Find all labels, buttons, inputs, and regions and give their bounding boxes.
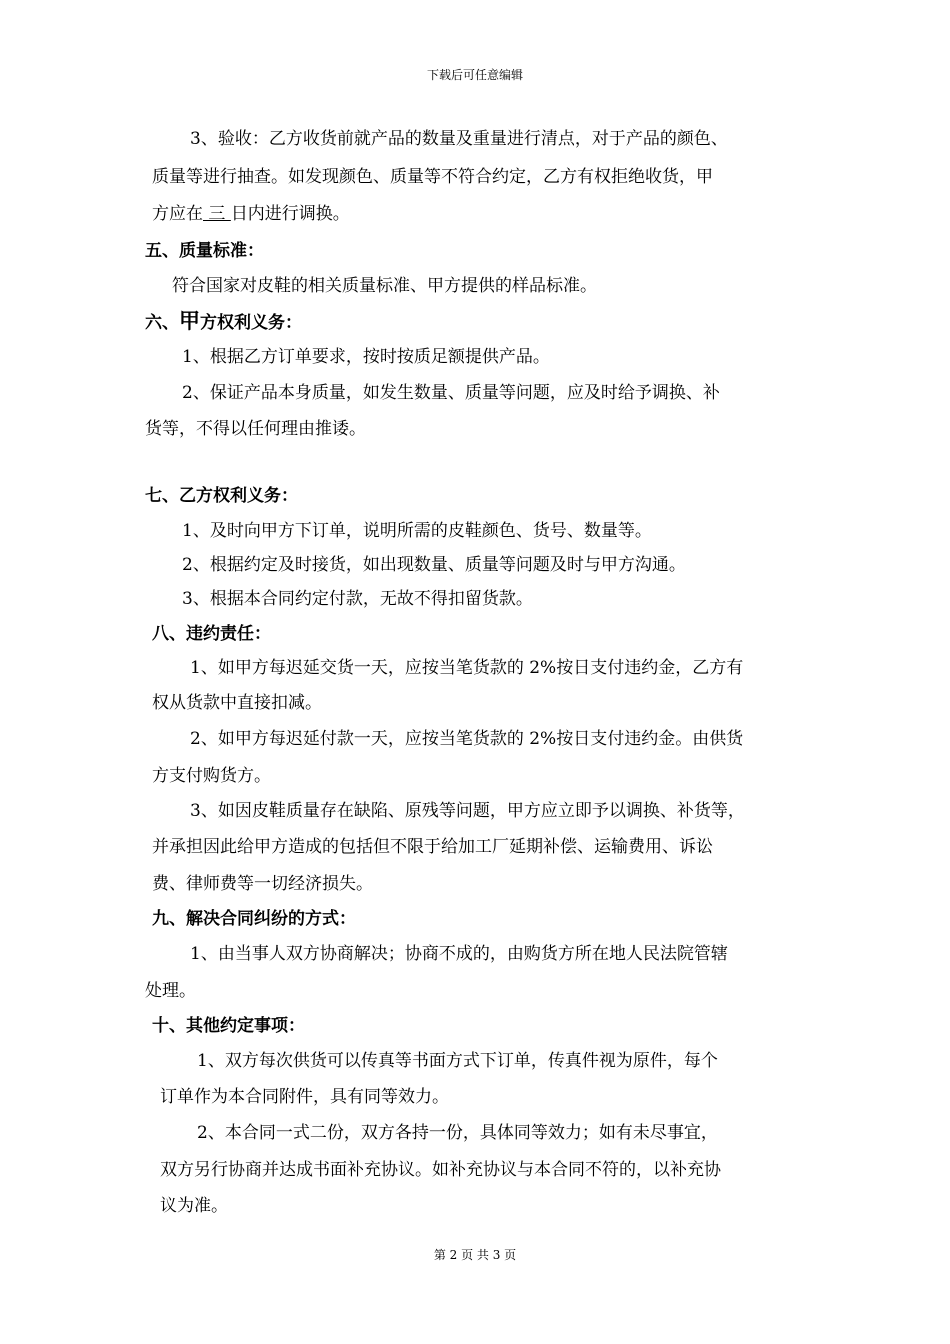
party-a-rights-heading (145, 310, 302, 334)
quality-standard-text: 符合国家对皮鞋的相关质量标准、甲方提供的样品标准。 (172, 276, 597, 296)
other-item-1-line-1: 1、双方每次供货可以传真等书面方式下订单，传真件视为原件，每个 (197, 1051, 718, 1071)
liability-item-3-line-1: 3、如因皮鞋质量存在缺陷、原残等问题，甲方应立即予以调换、补货等， (190, 801, 745, 821)
party-a-item-2-line-2: 货等，不得以任何理由推诿。 (145, 419, 366, 439)
liability-heading: 八、违约责任： (152, 624, 271, 644)
dispute-resolution-heading: 九、解决合同纠纷的方式： (152, 909, 356, 929)
party-a-heading-post: 方权利义务： (200, 313, 302, 333)
page-header: 下载后可任意编辑 (426, 68, 523, 82)
inspection-line-2: 质量等进行抽查。如发现颜色、质量等不符合约定，乙方有权拒绝收货，甲 (152, 167, 713, 187)
party-b-item-2: 2、根据约定及时接货，如出现数量、质量等问题及时与甲方沟通。 (182, 555, 686, 575)
party-a-item-1: 1、根据乙方订单要求，按时按质足额提供产品。 (182, 347, 550, 367)
other-item-2-line-2: 双方另行协商并达成书面补充协议。如补充协议与本合同不符的，以补充协 (160, 1160, 721, 1180)
exchange-days-blank: 三 (203, 204, 231, 224)
party-b-item-1: 1、及时向甲方下订单，说明所需的皮鞋颜色、货号、数量等。 (182, 521, 652, 541)
party-a-heading-pre: 六、 (145, 313, 179, 333)
liability-item-3-line-2: 并承担因此给甲方造成的包括但不限于给加工厂延期补偿、运输费用、诉讼 (152, 837, 713, 857)
dispute-item-1-line-2: 处理。 (145, 981, 196, 1001)
other-item-2-line-1: 2、本合同一式二份，双方各持一份，具体同等效力；如有未尽事宜， (197, 1123, 718, 1143)
other-item-2-line-3: 议为准。 (160, 1196, 228, 1216)
liability-item-2-line-2: 方支付购货方。 (152, 766, 271, 786)
page-footer: 第 2 页 共 3 页 (433, 1248, 517, 1262)
inspection-line-3-pre: 方应在 (152, 204, 203, 224)
dispute-item-1-line-1: 1、由当事人双方协商解决；协商不成的，由购货方所在地人民法院管辖 (190, 944, 728, 964)
party-a-item-2-line-1: 2、保证产品本身质量，如发生数量、质量等问题，应及时给予调换、补 (182, 383, 720, 403)
party-b-rights-heading: 七、乙方权利义务： (145, 486, 298, 506)
liability-item-1-line-1: 1、如甲方每迟延交货一天，应按当笔货款的 2%按日支付违约金，乙方有 (190, 658, 744, 678)
other-terms-heading: 十、其他约定事项： (152, 1016, 305, 1036)
inspection-line-3-post: 日内进行调换。 (230, 204, 350, 224)
liability-item-3-line-3: 费、律师费等一切经济损失。 (152, 874, 373, 894)
liability-item-1-line-2: 权从货款中直接扣减。 (152, 693, 322, 713)
quality-standard-heading: 五、质量标准： (145, 241, 264, 261)
inspection-line-1: 3、验收：乙方收货前就产品的数量及重量进行清点，对于产品的颜色、 (190, 129, 728, 149)
inspection-line-3 (152, 203, 350, 225)
party-a-heading-big: 甲 (179, 308, 200, 333)
liability-item-2-line-1: 2、如甲方每迟延付款一天，应按当笔货款的 2%按日支付违约金。由供货 (190, 729, 744, 749)
other-item-1-line-2: 订单作为本合同附件，具有同等效力。 (160, 1087, 449, 1107)
party-b-item-3: 3、根据本合同约定付款，无故不得扣留货款。 (182, 589, 533, 609)
